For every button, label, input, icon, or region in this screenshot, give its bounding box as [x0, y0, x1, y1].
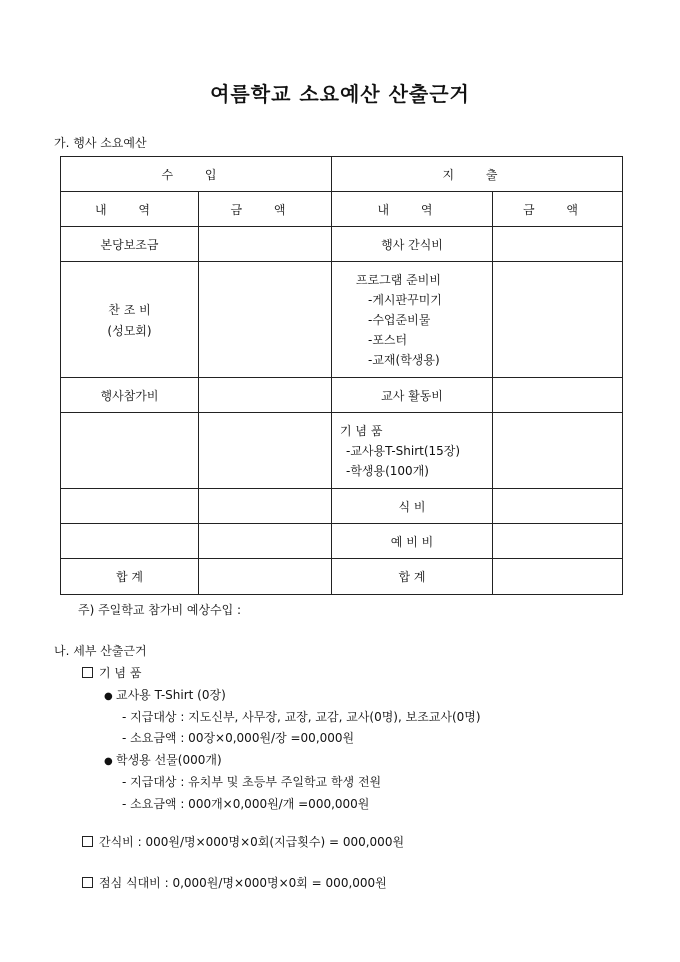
- expense-total-amount: [493, 559, 623, 595]
- lunch-cost: 점심 식대비 : 0,000원/명×000명×0회 = 000,000원: [99, 876, 387, 890]
- table-row: [61, 227, 623, 262]
- expense-total-label: 합 계: [332, 559, 493, 595]
- table-row: [61, 157, 623, 192]
- section-b-heading: 나. 세부 산출근거: [54, 644, 147, 658]
- income-total-label: 합 계: [61, 559, 199, 595]
- table-row: [61, 524, 623, 559]
- expense-header: 지 출: [332, 157, 623, 192]
- expense-amount: [493, 413, 623, 489]
- expense-item: 식 비: [332, 489, 493, 524]
- expense-item-title: 프로그램 준비비: [356, 272, 441, 287]
- snack-cost: 간식비 : 000원/명×000명×0회(지급횟수) = 000,000원: [99, 835, 405, 849]
- teacher-item: 교사용 T-Shirt (0장): [116, 688, 226, 702]
- snack-cost-line: [82, 833, 404, 850]
- lunch-cost-line: [82, 874, 387, 891]
- income-amount: [199, 524, 332, 559]
- income-item-sub: (성모회): [107, 323, 152, 338]
- souvenir-heading: [82, 664, 141, 681]
- expense-amount: [493, 378, 623, 413]
- expense-item: [332, 413, 493, 489]
- souvenir-title: 기 념 품: [99, 666, 142, 680]
- income-item: [61, 489, 199, 524]
- expense-item: 예 비 비: [332, 524, 493, 559]
- income-header: 수 입: [61, 157, 332, 192]
- teacher-item-line: [104, 686, 226, 703]
- income-item: [61, 413, 199, 489]
- student-target: - 지급대상 : 유치부 및 초등부 주일학교 학생 전원: [122, 775, 382, 789]
- bullet-icon: ●: [104, 756, 113, 767]
- teacher-target: - 지급대상 : 지도신부, 사무장, 교장, 교감, 교사(0명), 보조교사(0명): [122, 710, 481, 724]
- expense-subitem: -교사용T-Shirt(15장): [346, 443, 461, 458]
- table-row: [61, 262, 623, 378]
- student-item: 학생용 선물(000개): [116, 753, 222, 767]
- document-title: 여름학교 소요예산 산출근거: [210, 82, 470, 106]
- expense-subitem: -포스터: [368, 332, 408, 347]
- table-row: [61, 192, 623, 227]
- income-item: [61, 262, 199, 378]
- expense-item: [332, 262, 493, 378]
- expense-subitem: -수업준비물: [368, 312, 431, 327]
- expense-item-title: 기 념 품: [340, 423, 383, 438]
- expense-amount: [493, 489, 623, 524]
- expense-amount-label: 금 액: [493, 192, 623, 227]
- bullet-icon: ●: [104, 691, 113, 702]
- table-row: [61, 489, 623, 524]
- checkbox-square-icon: [82, 836, 93, 847]
- student-item-line: [104, 751, 222, 768]
- expense-amount: [493, 227, 623, 262]
- expense-item-label: 내 역: [332, 192, 493, 227]
- expense-item: 행사 간식비: [332, 227, 493, 262]
- expense-subitem: -교재(학생용): [368, 352, 440, 367]
- income-total-amount: [199, 559, 332, 595]
- income-amount: [199, 378, 332, 413]
- table-row: [61, 413, 623, 489]
- expense-amount: [493, 524, 623, 559]
- checkbox-square-icon: [82, 667, 93, 678]
- income-amount: [199, 227, 332, 262]
- income-item-title: 찬 조 비: [108, 302, 151, 317]
- section-a-heading: 가. 행사 소요예산: [54, 136, 147, 150]
- expense-item: 교사 활동비: [332, 378, 493, 413]
- budget-table: [60, 156, 623, 595]
- income-item-label: 내 역: [61, 192, 199, 227]
- income-amount-label: 금 액: [199, 192, 332, 227]
- student-cost: - 소요금액 : 000개×0,000원/개 =000,000원: [122, 797, 370, 811]
- expense-subitem: -학생용(100개): [346, 463, 429, 478]
- checkbox-square-icon: [82, 877, 93, 888]
- table-row: [61, 378, 623, 413]
- table-row: [61, 559, 623, 595]
- expense-amount: [493, 262, 623, 378]
- teacher-cost: - 소요금액 : 00장×0,000원/장 =00,000원: [122, 731, 355, 745]
- income-item: 행사참가비: [61, 378, 199, 413]
- expense-subitem: -게시판꾸미기: [368, 292, 442, 307]
- income-note: 주) 주일학교 참가비 예상수입 :: [78, 603, 242, 617]
- income-amount: [199, 489, 332, 524]
- income-amount: [199, 413, 332, 489]
- income-amount: [199, 262, 332, 378]
- income-item: 본당보조금: [61, 227, 199, 262]
- income-item: [61, 524, 199, 559]
